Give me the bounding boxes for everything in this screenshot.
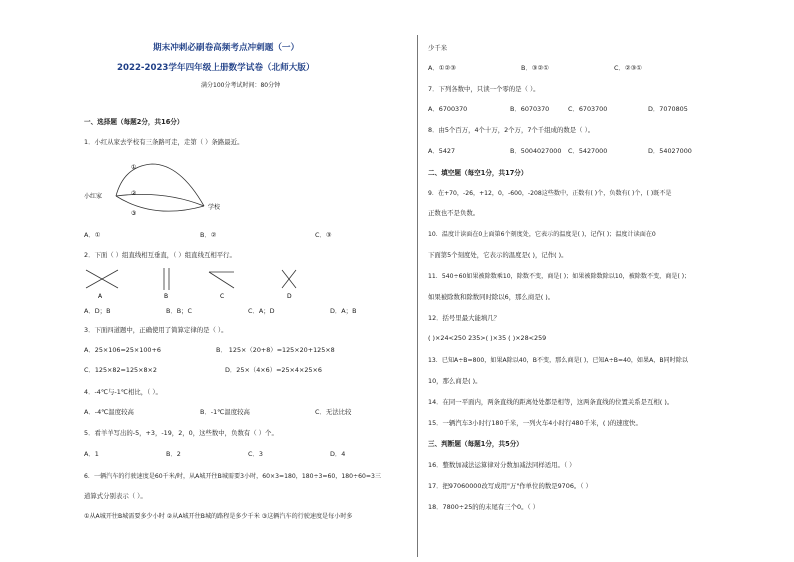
q1-option-a[interactable]: A．① bbox=[84, 231, 101, 239]
q6-option-a[interactable]: A．①②③ bbox=[428, 64, 456, 72]
question-13-line-2: 10，那么商是( )。 bbox=[428, 377, 482, 385]
q8-option-a[interactable]: A．5427 bbox=[428, 147, 456, 155]
q4-option-b[interactable]: B．-1℃温度较高 bbox=[200, 408, 250, 416]
question-6-line-2: 道算式分别表示（ ）。 bbox=[84, 492, 147, 500]
question-6-line-1: 6．一辆汽车的行驶速度是60千米/时，从A城开往B城需要3小时，60×3=180，180÷3=60，180÷60=3三 bbox=[84, 473, 381, 480]
q2-option-d[interactable]: D．A；B bbox=[330, 307, 357, 315]
question-7: 7．下列各数中，只读一个零的是（ ）。 bbox=[428, 85, 540, 93]
route-diagram bbox=[84, 152, 244, 222]
question-3: 3．下面四道题中，正确使用了简算定律的是（ ）。 bbox=[84, 326, 228, 334]
q7-option-a[interactable]: A．6700370 bbox=[428, 105, 468, 113]
figure-label-a: A bbox=[98, 293, 103, 300]
question-16: 16．整数加减法运算律对分数加减法同样适用。（ ） bbox=[428, 461, 576, 469]
q7-option-c[interactable]: C．6703700 bbox=[568, 105, 608, 113]
q7-option-d[interactable]: D．7070805 bbox=[648, 105, 688, 113]
section-heading-choice: 一、选择题（每题2分，共16分） bbox=[84, 118, 184, 126]
q3-option-b[interactable]: B． 125×（20+8）=125×20+125×8 bbox=[216, 346, 335, 354]
q5-option-a[interactable]: A．1 bbox=[84, 450, 99, 458]
question-10-line-1: 10．温度计读面在0上面第6个刻度处，它表示的温度是( )，记作( )；温度计读面在0 bbox=[428, 231, 656, 238]
question-11-line-1: 11．540÷60如果被除数乘10，除数不变，商是( )；如果被除数除以10，被除数不变，商是( )； bbox=[428, 273, 691, 280]
question-6-continued: 少千米 bbox=[428, 44, 448, 52]
q2-option-a[interactable]: A．D；B bbox=[84, 307, 111, 315]
route-label-1: ① bbox=[131, 164, 137, 171]
question-14: 14．在同一平面内，两条直线的距离处处都是相等，这两条直线的位置关系是互相( )。 bbox=[428, 398, 674, 406]
q2-option-b[interactable]: B．B；C bbox=[166, 307, 193, 315]
exam-meta: 满分100分考试时间：80分钟 bbox=[201, 82, 281, 89]
section-heading-fill: 二、填空题（每空1分，共17分） bbox=[428, 169, 528, 177]
q7-option-b[interactable]: B．6070370 bbox=[510, 105, 550, 113]
question-10-line-2: 下面第5个刻度处，它表示的温度是( )，记作( )。 bbox=[428, 251, 568, 259]
q8-option-c[interactable]: C．5427000 bbox=[568, 147, 608, 155]
route-label-2: ② bbox=[131, 190, 137, 197]
q2-option-c[interactable]: C．A；D bbox=[248, 307, 275, 315]
question-1: 1．小红从家去学校有三条路可走，走第（ ）条路最近。 bbox=[84, 138, 244, 146]
question-6-line-3: ①从A城开往B城需要多少小时 ②从A城开往B城的路程是多少千米 ③这辆汽车的行驶速度是每小时多 bbox=[84, 513, 353, 520]
q5-option-c[interactable]: C．3 bbox=[248, 450, 263, 458]
question-9-line-1: 9．在+70，-26，+12，0，-600，-208这些数中，正数有( )个，负数有( )个，( )既不是 bbox=[428, 190, 672, 197]
question-15: 15．一辆汽车3小时行180千米，一列火车4小时行480千米，( )的速度快。 bbox=[428, 419, 642, 427]
q5-option-b[interactable]: B．2 bbox=[166, 450, 181, 458]
q3-option-c[interactable]: C．125×82=125×8×2 bbox=[84, 366, 157, 374]
q6-option-b[interactable]: B．③②① bbox=[521, 64, 549, 72]
question-12: 12．括号里最大能填几？ bbox=[428, 314, 501, 322]
q5-option-d[interactable]: D．4 bbox=[330, 450, 346, 458]
q4-option-c[interactable]: C．无法比较 bbox=[315, 408, 352, 416]
question-13-line-1: 13．已知A÷B=800，如果A除以40，B不变，那么商是( )，已知A÷B=40，如果A，B同时除以 bbox=[428, 357, 688, 364]
question-12-items[interactable]: ( )×24<250 235>( )×35 ( )×28<259 bbox=[428, 334, 547, 342]
figure-label-d: D bbox=[287, 293, 292, 300]
figure-label-c: C bbox=[220, 293, 225, 300]
page-subtitle: 2022-2023学年四年级上册数学试卷（北师大版） bbox=[117, 63, 315, 73]
page-title: 期末冲刺必刷卷高频考点冲刺题（一） bbox=[153, 43, 300, 53]
question-5: 5．看羊羊写出的-5，+3，-19，2，0，这些数中，负数有（ ）个。 bbox=[84, 429, 278, 437]
question-18: 18．7800÷25的的末尾有三个0。（ ） bbox=[428, 503, 540, 511]
line-pairs-figure bbox=[84, 266, 314, 300]
question-4: 4．-4℃与-1℃相比，（ ）。 bbox=[84, 388, 162, 396]
q1-option-b[interactable]: B．② bbox=[200, 231, 217, 239]
figure-label-b: B bbox=[164, 293, 169, 300]
question-2: 2．下面（ ）组直线相互垂直，（ ）组直线互相平行。 bbox=[84, 251, 236, 259]
right-column bbox=[418, 0, 794, 562]
q6-option-c[interactable]: C．②③① bbox=[614, 64, 643, 72]
q1-option-c[interactable]: C．③ bbox=[315, 231, 332, 239]
q8-option-d[interactable]: D．54027000 bbox=[648, 147, 692, 155]
school-label: 学校 bbox=[208, 204, 221, 211]
q4-option-a[interactable]: A．-4℃温度较高 bbox=[84, 408, 134, 416]
section-heading-judge: 三、判断题（每题1分，共5分） bbox=[428, 440, 523, 448]
home-label: 小红家 bbox=[84, 193, 103, 200]
question-9-line-2: 正数也不是负数。 bbox=[428, 209, 480, 217]
question-11-line-2: 如果被除数和除数同时除以6，那么商是( )。 bbox=[428, 293, 555, 301]
question-8: 8．由5个百万，4个十万，2个万，7个千组成的数是（ ）。 bbox=[428, 126, 595, 134]
route-label-3: ③ bbox=[131, 210, 137, 217]
q8-option-b[interactable]: B．5004027000 bbox=[510, 147, 562, 155]
q3-option-d[interactable]: D．25×（4×6）=25×4×25×6 bbox=[225, 366, 322, 374]
q3-option-a[interactable]: A．25×106=25×100+6 bbox=[84, 346, 161, 354]
question-17: 17．把97060000改写成用"万"作单位的数是9706。（ ） bbox=[428, 482, 592, 490]
